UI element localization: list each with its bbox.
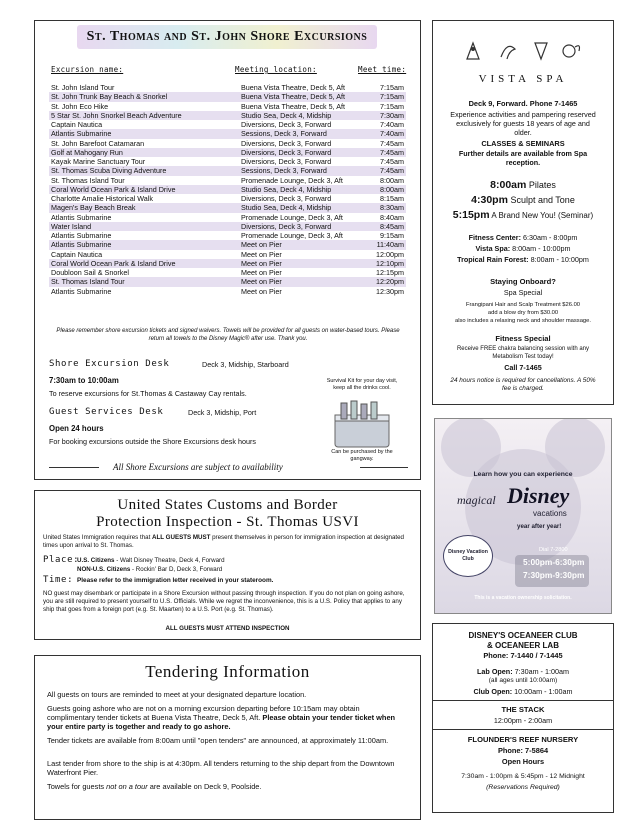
place-label: Place: xyxy=(43,555,80,565)
excursion-name: St. Thomas Scuba Diving Adventure xyxy=(49,166,239,175)
nursery-open-label: Open Hours xyxy=(501,757,545,766)
spa-location: Deck 9, Forward. Phone 7-1465 xyxy=(468,99,578,108)
excursion-location: Meet on Pier xyxy=(241,286,282,296)
excursion-name: St. Thomas Island Tour xyxy=(49,277,239,286)
fitness-center-hours: Fitness Center: 6:30am - 8:00pm xyxy=(468,233,578,242)
rain-forest-hours: Tropical Rain Forest: 8:00am - 10:00pm xyxy=(457,255,589,264)
col-header-time: Meet time: xyxy=(358,65,407,74)
nursery-phone: Phone: 7-5864 xyxy=(497,746,549,755)
availability-footer: All Shore Excursions are subject to availability xyxy=(113,462,283,472)
spa-special-3: also includes a relaxing neck and shoulder massage. xyxy=(455,318,591,324)
excursion-name: Atlantis Submarine xyxy=(51,286,112,296)
disney-logo: Disney xyxy=(507,483,570,508)
excursion-time: 7:40am xyxy=(371,129,406,138)
excursion-time: 12:00pm xyxy=(376,249,404,259)
ad-solicitation: This is a vacation ownership solicitation. xyxy=(474,595,572,601)
excursion-row xyxy=(49,203,406,212)
excursion-name: Atlantis Submarine xyxy=(49,240,239,249)
excursion-location: Diversions, Deck 3, Forward xyxy=(241,157,332,167)
nursery-title: FLOUNDER'S REEF NURSERY xyxy=(467,735,579,744)
excursion-row xyxy=(49,120,406,129)
excursion-name: St. John Eco Hike xyxy=(51,101,109,111)
excursion-table xyxy=(49,83,406,296)
guest-services-text: For booking excursions outside the Shore Excursions desk hours xyxy=(49,437,256,446)
excursion-row xyxy=(49,111,406,120)
excursion-name: St. John Barefoot Catamaran xyxy=(51,138,145,148)
excursion-location: Studio Sea, Deck 4, Midship xyxy=(239,111,371,120)
excursion-time: 7:45am xyxy=(380,157,404,167)
excursion-time: 8:45am xyxy=(371,222,406,231)
excursion-name: Captain Nautica xyxy=(51,120,103,130)
excursion-location: Promenade Lounge, Deck 3, Aft xyxy=(241,231,343,241)
excursion-row xyxy=(49,287,406,296)
excursion-name: Captain Nautica xyxy=(51,249,103,259)
spa-description: Experience activities and pampering reserved exclusively for guests 18 years of age and older. xyxy=(450,110,596,137)
excursion-row xyxy=(49,231,406,240)
spa-special-2: add a blow dry from $30.00 xyxy=(487,310,559,316)
tendering-title: Tendering Information xyxy=(145,662,310,681)
oceaneer-divider-1 xyxy=(433,700,613,701)
excursion-name: Charlotte Amalie Historical Walk xyxy=(51,194,153,204)
towel-note: Please remember shore excursion tickets and signed waivers. Towels will be provided for all guests on water-based tours. Please return all towels to the Disney Magic® after use. Thank you. xyxy=(56,328,400,342)
excursion-row xyxy=(49,176,406,185)
excursion-row xyxy=(49,268,406,277)
customs-title-line1: United States Customs and Border xyxy=(117,497,338,513)
excursion-location: Meet on Pier xyxy=(241,268,282,278)
excursion-row xyxy=(49,83,406,92)
tender-p1: All guests on tours are reminded to meet at your designated departure location. xyxy=(47,690,307,699)
excursion-name: St. Thomas Island Tour xyxy=(51,175,125,185)
excursion-time: 7:15am xyxy=(380,83,404,93)
col-header-location: Meeting location: xyxy=(235,65,317,74)
excursion-location: Studio Sea, Deck 4, Midship xyxy=(239,185,371,194)
excursion-time: 12:30pm xyxy=(376,286,404,296)
fitness-special-text: Receive FREE chakra balancing session with any Metabolism Test today! xyxy=(456,346,590,360)
excursion-time: 12:15pm xyxy=(376,268,404,278)
vista-spa-panel xyxy=(432,20,614,405)
spa-classes-sub: Further details are available from Spa reception. xyxy=(458,149,588,167)
ad-time-1: 5:00pm-6:30pm xyxy=(523,557,585,567)
excursion-location: Promenade Lounge, Deck 3, Aft xyxy=(241,175,343,185)
excursion-time: 7:45am xyxy=(371,148,406,157)
excursion-time: 8:00am xyxy=(371,185,406,194)
fitness-special-call: Call 7-1465 xyxy=(504,363,542,372)
tender-p2: Guests going ashore who are not on a morning excursion departing before 10:15am may obtain complimentary tender tickets at Buena Vista Theatre, Deck 5, Aft. Please obtain your tender ticket when your entire party is together and ready to go ashore. xyxy=(47,704,396,731)
tendering-panel xyxy=(34,655,421,820)
us-citizens-line: U.S. Citizens - Walt Disney Theatre, Deck 4, Forward xyxy=(77,557,225,564)
excursion-location: Sessions, Deck 3, Forward xyxy=(239,166,371,175)
spa-special-1: Frangipani Hair and Scalp Treatment $26.00 xyxy=(465,302,581,308)
excursion-row xyxy=(49,148,406,157)
fitness-special-heading: Fitness Special xyxy=(495,334,551,343)
nursery-hours: 7:30am - 1:00pm & 5:45pm - 12 Midnight xyxy=(461,773,585,780)
class-pilates: 8:00am Pilates xyxy=(490,179,556,191)
spa-special-heading: Spa Special xyxy=(503,288,543,297)
ad-time-2: 7:30pm-9:30pm xyxy=(523,570,585,580)
excursion-row xyxy=(49,157,406,166)
excursion-name: Coral World Ocean Park & Island Drive xyxy=(49,185,239,194)
stack-hours: 12:00pm - 2:00am xyxy=(493,716,553,725)
oceaneer-panel xyxy=(432,623,614,813)
cancellation-notice: 24 hours notice is required for cancellations. A 50% fee is charged. xyxy=(450,377,596,392)
spa-logo-icons xyxy=(461,37,587,65)
excursion-row xyxy=(49,139,406,148)
excursion-location: Meet on Pier xyxy=(239,259,371,268)
class-seminar: 5:15pm A Brand New You! (Seminar) xyxy=(452,209,594,221)
excursion-row xyxy=(49,92,406,101)
excursion-time: 12:10pm xyxy=(371,259,406,268)
excursion-time: 11:40am xyxy=(371,240,406,249)
excursion-time: 12:20pm xyxy=(371,277,406,286)
excursion-row xyxy=(49,250,406,259)
excursion-row xyxy=(49,166,406,175)
ad-headline: Learn how you can experience xyxy=(473,471,573,478)
spa-classes-heading: CLASSES & SEMINARS xyxy=(481,139,565,148)
footer-rule-left xyxy=(49,467,99,468)
non-us-citizens-line: NON-U.S. Citizens - Rockin' Bar D, Deck 3, Forward xyxy=(77,566,223,573)
oceaneer-title-1: DISNEY'S OCEANEER CLUB xyxy=(468,631,578,640)
excursion-location: Buena Vista Theatre, Deck 5, Aft xyxy=(239,92,371,101)
guest-services-title: Guest Services Desk xyxy=(49,407,164,417)
excursion-row xyxy=(49,240,406,249)
excursion-name: St. John Island Tour xyxy=(51,83,115,93)
excursion-location: Diversions, Deck 3, Forward xyxy=(239,148,371,157)
survival-kit-text: Survival Kit for your day visit, keep all the drinks cool. xyxy=(326,378,398,391)
excursion-row xyxy=(49,129,406,138)
excursion-location: Buena Vista Theatre, Deck 5, Aft xyxy=(241,83,346,93)
excursion-time: 7:15am xyxy=(371,92,406,101)
guest-services-location: Deck 3, Midship, Port xyxy=(188,408,257,417)
spa-logo-text: VISTA SPA xyxy=(478,73,568,85)
excursion-row xyxy=(49,102,406,111)
purchase-note: Can be purchased by the gangway. xyxy=(331,449,393,462)
excursion-location: Studio Sea, Deck 4, Midship xyxy=(239,203,371,212)
time-text: Please refer to the immigration letter received in your stateroom. xyxy=(77,577,274,584)
ad-dial: Dial 7-2800 xyxy=(539,547,568,553)
shore-desk-text: To reserve excursions for St.Thomas & Castaway Cay rentals. xyxy=(49,389,247,398)
excursion-row xyxy=(49,185,406,194)
excursion-time: 8:40am xyxy=(380,212,404,222)
excursion-name: Atlantis Submarine xyxy=(49,129,239,138)
excursion-location: Buena Vista Theatre, Deck 5, Aft xyxy=(241,101,346,111)
tender-p3: Tender tickets are available from 8:00am until "open tenders" are announced, at approximately 11:00am. xyxy=(47,736,389,745)
excursion-location: Meet on Pier xyxy=(239,277,371,286)
shore-title: St. Thomas and St. John Shore Excursions xyxy=(77,25,377,49)
lab-note: (all ages until 10:00am) xyxy=(488,677,558,684)
guest-services-hours: Open 24 hours xyxy=(49,424,104,433)
excursion-row xyxy=(49,213,406,222)
excursion-time: 8:30am xyxy=(371,203,406,212)
class-sculpt: 4:30pm Sculpt and Tone xyxy=(471,194,575,206)
excursion-name: Golf at Mahogany Run xyxy=(49,148,239,157)
shore-excursions-panel xyxy=(34,20,421,480)
excursion-name: 5 Star St. John Snorkel Beach Adventure xyxy=(49,111,239,120)
excursion-row xyxy=(49,277,406,286)
excursion-time: 7:45am xyxy=(380,138,404,148)
tender-p4: Last tender from shore to the ship is at 4:30pm. All tenders returning to the ship depart from the Downtown Waterfront Pier. xyxy=(47,759,395,777)
shore-desk-hours: 7:30am to 10:00am xyxy=(49,376,119,385)
club-open: Club Open: 10:00am - 1:00am xyxy=(473,687,573,696)
ad-magical: magical xyxy=(457,493,496,507)
vacation-club-badge: Disney Vacation Club xyxy=(443,535,493,577)
customs-panel xyxy=(34,490,421,640)
customs-footer: ALL GUESTS MUST ATTEND INSPECTION xyxy=(165,625,290,632)
excursion-name: Kayak Marine Sanctuary Tour xyxy=(51,157,146,167)
footer-rule-right xyxy=(360,467,408,468)
customs-intro: United States Immigration requires that ALL GUESTS MUST present themselves in person for immigration inspection at designated times upon arrival to St. Thomas. xyxy=(43,534,404,549)
excursion-time: 8:15am xyxy=(380,194,404,204)
excursion-time: 7:45am xyxy=(371,166,406,175)
nursery-reservations: (Reservations Required) xyxy=(486,784,560,791)
excursion-location: Diversions, Deck 3, Forward xyxy=(241,138,332,148)
staying-onboard: Staying Onboard? xyxy=(490,277,556,286)
drink-cooler-image xyxy=(327,399,397,451)
oceaneer-title-2: & OCEANEER LAB xyxy=(486,641,559,650)
excursion-name: St. John Trunk Bay Beach & Snorkel xyxy=(49,92,239,101)
oceaneer-phone: Phone: 7-1440 / 7-1445 xyxy=(483,651,563,660)
excursion-name: Atlantis Submarine xyxy=(51,212,112,222)
excursion-time: 7:15am xyxy=(380,101,404,111)
excursion-row xyxy=(49,222,406,231)
excursion-location: Sessions, Deck 3, Forward xyxy=(239,129,371,138)
excursion-location: Meet on Pier xyxy=(239,240,371,249)
excursion-row xyxy=(49,259,406,268)
customs-title-line2: Protection Inspection - St. Thomas USVI xyxy=(96,514,359,530)
vacation-club-ad xyxy=(434,418,612,614)
excursion-time: 9:15am xyxy=(380,231,404,241)
stack-title: THE STACK xyxy=(501,705,545,714)
excursion-time: 7:30am xyxy=(371,111,406,120)
excursion-name: Atlantis Submarine xyxy=(51,231,112,241)
shore-desk-location: Deck 3, Midship, Starboard xyxy=(202,360,289,369)
time-label: Time: xyxy=(43,575,74,585)
oceaneer-divider-2 xyxy=(433,729,613,730)
excursion-location: Meet on Pier xyxy=(241,249,282,259)
excursion-name: Coral World Ocean Park & Island Drive xyxy=(49,259,239,268)
ad-vacations: vacations xyxy=(533,509,567,518)
excursion-location: Diversions, Deck 3, Forward xyxy=(239,222,371,231)
tender-p5: Towels for guests not on a tour are available on Deck 9, Poolside. xyxy=(47,782,262,791)
excursion-name: Water Island xyxy=(49,222,239,231)
excursion-location: Promenade Lounge, Deck 3, Aft xyxy=(241,212,343,222)
excursion-time: 8:00am xyxy=(380,175,404,185)
col-header-name: Excursion name: xyxy=(51,65,124,74)
customs-paragraph: NO guest may disembark or participate in a Shore Excursion without passing through inspection. If you do not plan on going ashore, you are still required to present yourself to U.S. Officials. While we regret the inconvenience, this is a U.S. Policy that applies to any ship that goes from a foreign port (e.g. St. Maarten) to a U.S. Port (e.g. St. Thomas). xyxy=(43,590,405,613)
excursion-time: 7:40am xyxy=(380,120,404,130)
lab-open: Lab Open: 7:30am - 1:00am xyxy=(477,667,569,676)
ad-year: year after year! xyxy=(517,523,562,530)
excursion-row xyxy=(49,194,406,203)
excursion-name: Magen's Bay Beach Break xyxy=(49,203,239,212)
shore-desk-title: Shore Excursion Desk xyxy=(49,359,170,369)
excursion-name: Doubloon Sail & Snorkel xyxy=(51,268,129,278)
excursion-location: Diversions, Deck 3, Forward xyxy=(241,194,332,204)
excursion-location: Diversions, Deck 3, Forward xyxy=(241,120,332,130)
vista-spa-hours: Vista Spa: 8:00am - 10:00pm xyxy=(475,244,571,253)
